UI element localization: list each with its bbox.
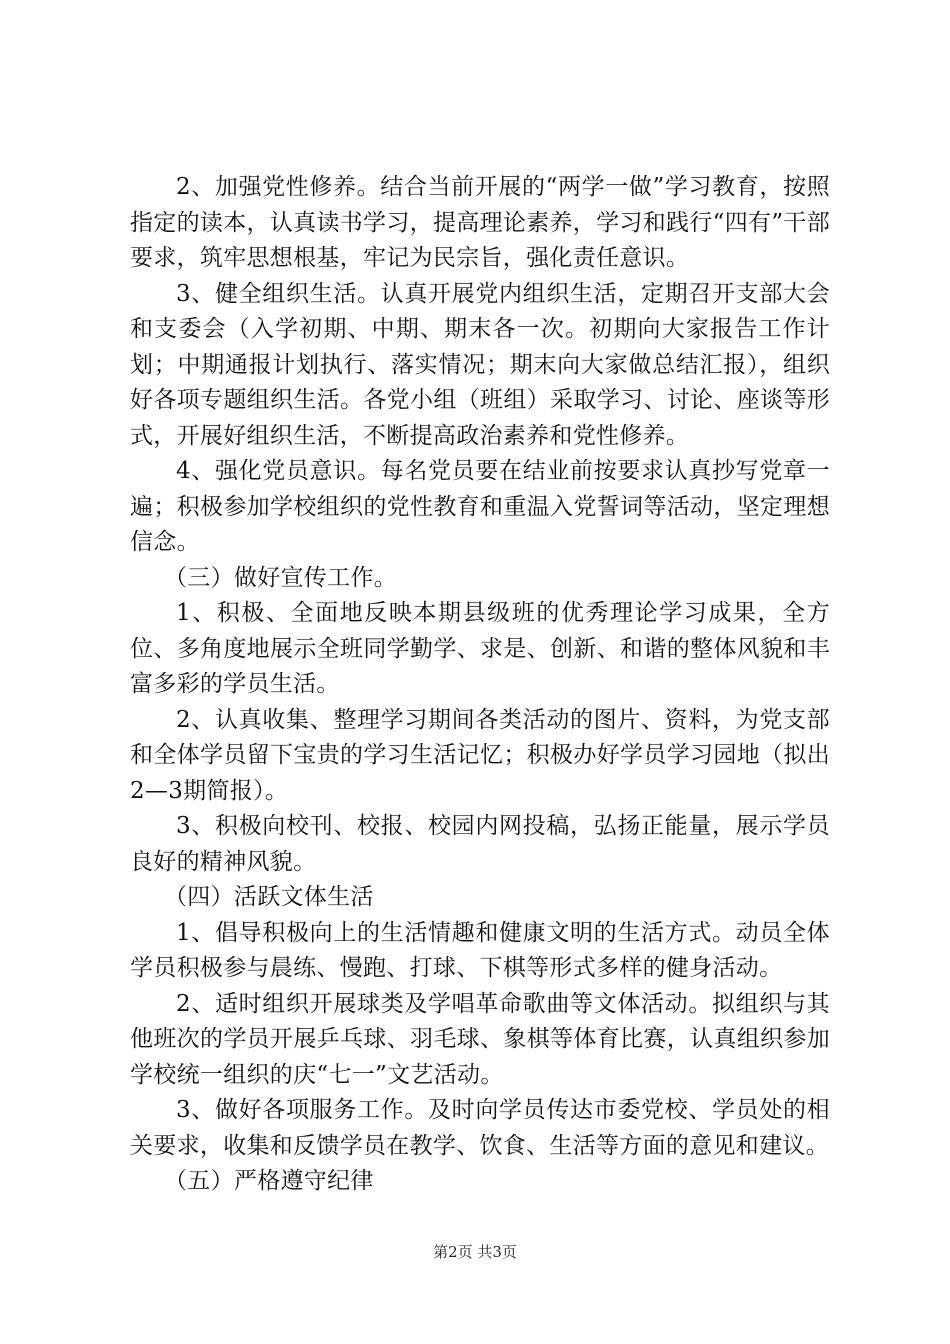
paragraph-party-member-awareness: 4、强化党员意识。每名党员要在结业前按要求认真抄写党章一遍；积极参加学校组织的党性教育和重温入党誓词等活动，坚定理想信念。	[130, 458, 830, 555]
paragraph-culture-sports-2: 2、适时组织开展球类及学唱革命歌曲等文体活动。拟组织与其他班次的学员开展乒乓球、羽毛球、象棋等体育比赛，认真组织参加学校统一组织的庆“七一”文艺活动。	[130, 990, 830, 1088]
paragraph-publicity-2: 2、认真收集、整理学习期间各类活动的图片、资料，为党支部和全体学员留下宝贵的学习生活记忆；积极办好学员学习园地（拟出2—3期简报）。	[130, 706, 830, 804]
paragraph-organizational-life: 3、健全组织生活。认真开展党内组织生活，定期召开支部大会和支委会（入学初期、中期、期末各一次。初期向大家报告工作计划；中期通报计划执行、落实情况；期末向大家做总结汇报），组织好各项专题组织生活。各党小组（班组）采取学习、讨论、座谈等形式，开展好组织生活，不断提高政治素养和党性修养。	[130, 280, 830, 449]
section-heading-culture-sports: （四）活跃文体生活	[164, 884, 374, 910]
section-heading-discipline: （五）严格遵守纪律	[164, 1168, 374, 1194]
page-footer: 第2页 共3页	[433, 1243, 517, 1261]
paragraph-culture-sports-3: 3、做好各项服务工作。及时向学员传达市委党校、学员处的相关要求，收集和反馈学员在教学、饮食、生活等方面的意见和建议。	[130, 1097, 830, 1159]
paragraph-culture-sports-1: 1、倡导积极向上的生活情趣和健康文明的生活方式。动员全体学员积极参与晨练、慢跑、打球、下棋等形式多样的健身活动。	[130, 919, 830, 981]
section-heading-publicity: （三）做好宣传工作。	[164, 564, 397, 591]
paragraph-publicity-3: 3、积极向校刊、校报、校园内网投稿，弘扬正能量，展示学员良好的精神风貌。	[130, 813, 830, 875]
document-body	[130, 170, 830, 1200]
paragraph-strengthen-party-spirit: 2、加强党性修养。结合当前开展的“两学一做”学习教育，按照指定的读本，认真读书学习，提高理论素养，学习和践行“四有”干部要求，筑牢思想根基，牢记为民宗旨，强化责任意识。	[130, 174, 830, 271]
paragraph-publicity-1: 1、积极、全面地反映本期县级班的优秀理论学习成果，全方位、多角度地展示全班同学勤学、求是、创新、和谐的整体风貌和丰富多彩的学员生活。	[130, 600, 830, 697]
